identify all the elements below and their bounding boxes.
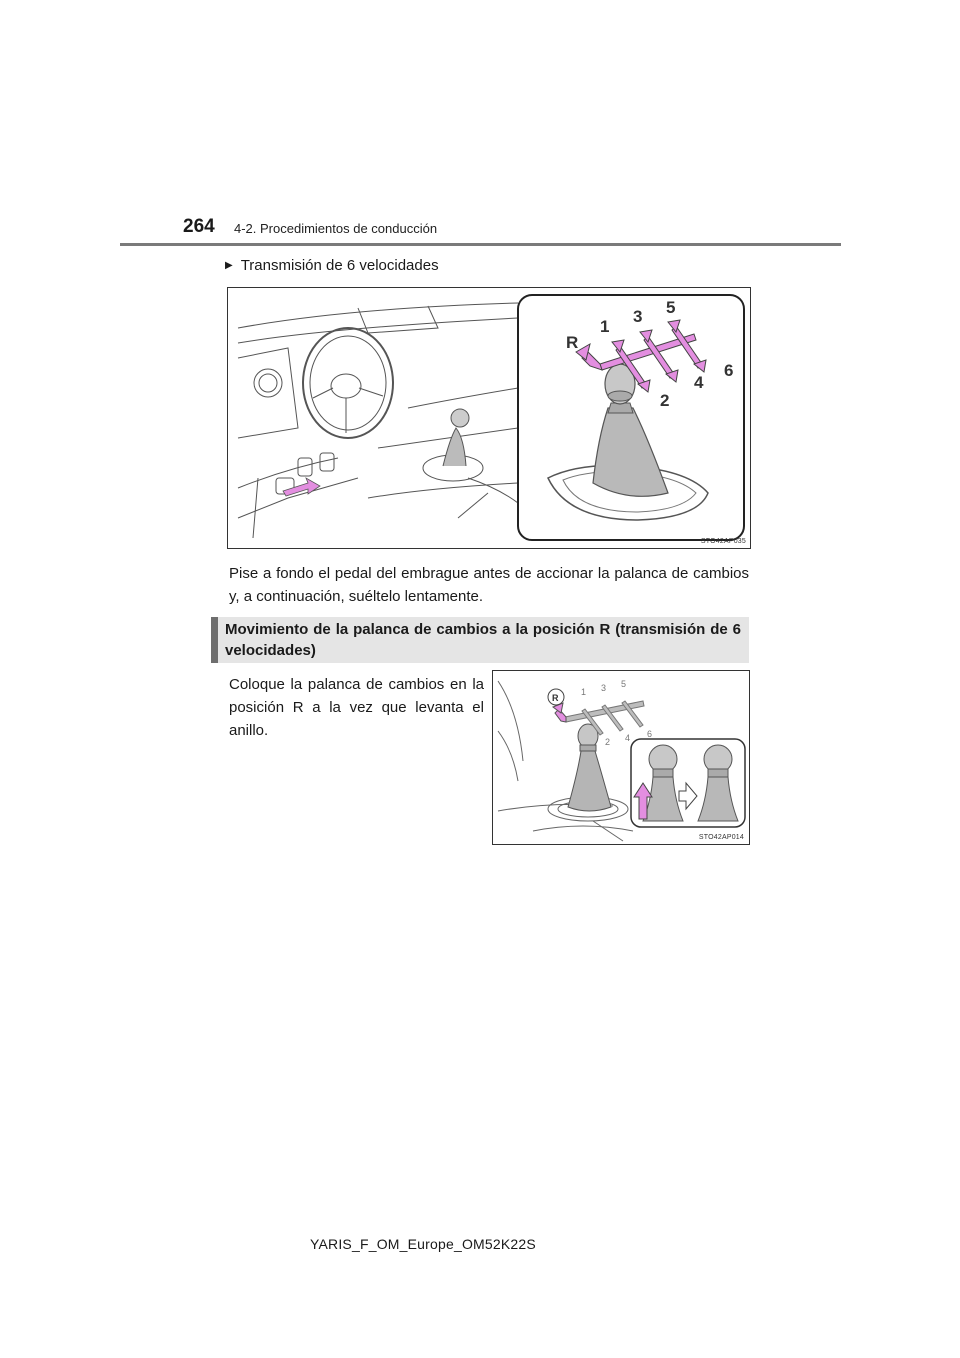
gear-label-6: 6 <box>724 361 734 380</box>
section-reference: 4-2. Procedimientos de conducción <box>234 221 438 236</box>
gear-label-3: 3 <box>633 307 643 326</box>
gear-label-5: 5 <box>666 298 676 317</box>
dashboard-illustration <box>228 288 750 548</box>
gear-label-r: R <box>566 333 579 352</box>
gear-label-1: 1 <box>600 317 610 336</box>
figure-gear-shift-dashboard <box>227 287 751 549</box>
clutch-arrow-icon <box>283 478 320 496</box>
reverse-path-icon <box>553 703 566 722</box>
small-gear-label-1: 1 <box>581 687 587 697</box>
small-gear-label-2: 2 <box>605 737 611 747</box>
page-number: 264 <box>183 216 215 237</box>
reverse-gear-illustration <box>493 671 749 844</box>
section-heading-bar <box>211 617 218 663</box>
small-gear-label-r: R <box>552 693 559 703</box>
subheading <box>225 257 439 274</box>
reverse-instruction-paragraph: Coloque la palanca de cambios en la posición R a la vez que levanta el anillo. <box>229 676 484 739</box>
figure-code: STO42AP014 <box>698 834 744 841</box>
section-heading-title: Movimiento de la palanca de cambios a la posición R (transmisión de 6 velocidades) <box>225 621 741 659</box>
subheading-text: Transmisión de 6 velocidades <box>240 257 439 274</box>
small-gear-label-3: 3 <box>601 683 607 693</box>
gear-label-4: 4 <box>694 373 704 392</box>
small-gear-label-4: 4 <box>625 733 631 743</box>
small-gear-label-5: 5 <box>621 679 627 689</box>
header-divider <box>120 243 841 246</box>
gear-label-2: 2 <box>660 391 670 410</box>
triangle-bullet-icon: ▶ <box>225 260 233 271</box>
document-footer: YARIS_F_OM_Europe_OM52K22S <box>310 1236 536 1252</box>
small-gear-label-6: 6 <box>647 729 653 739</box>
figure-code: STO42AP035 <box>700 538 746 545</box>
instruction-paragraph: Pise a fondo el pedal del embrague antes de accionar la palanca de cambios y, a continuación, suéltelo lentamente. <box>229 565 749 605</box>
figure-reverse-gear <box>492 670 750 845</box>
section-heading <box>211 617 749 663</box>
